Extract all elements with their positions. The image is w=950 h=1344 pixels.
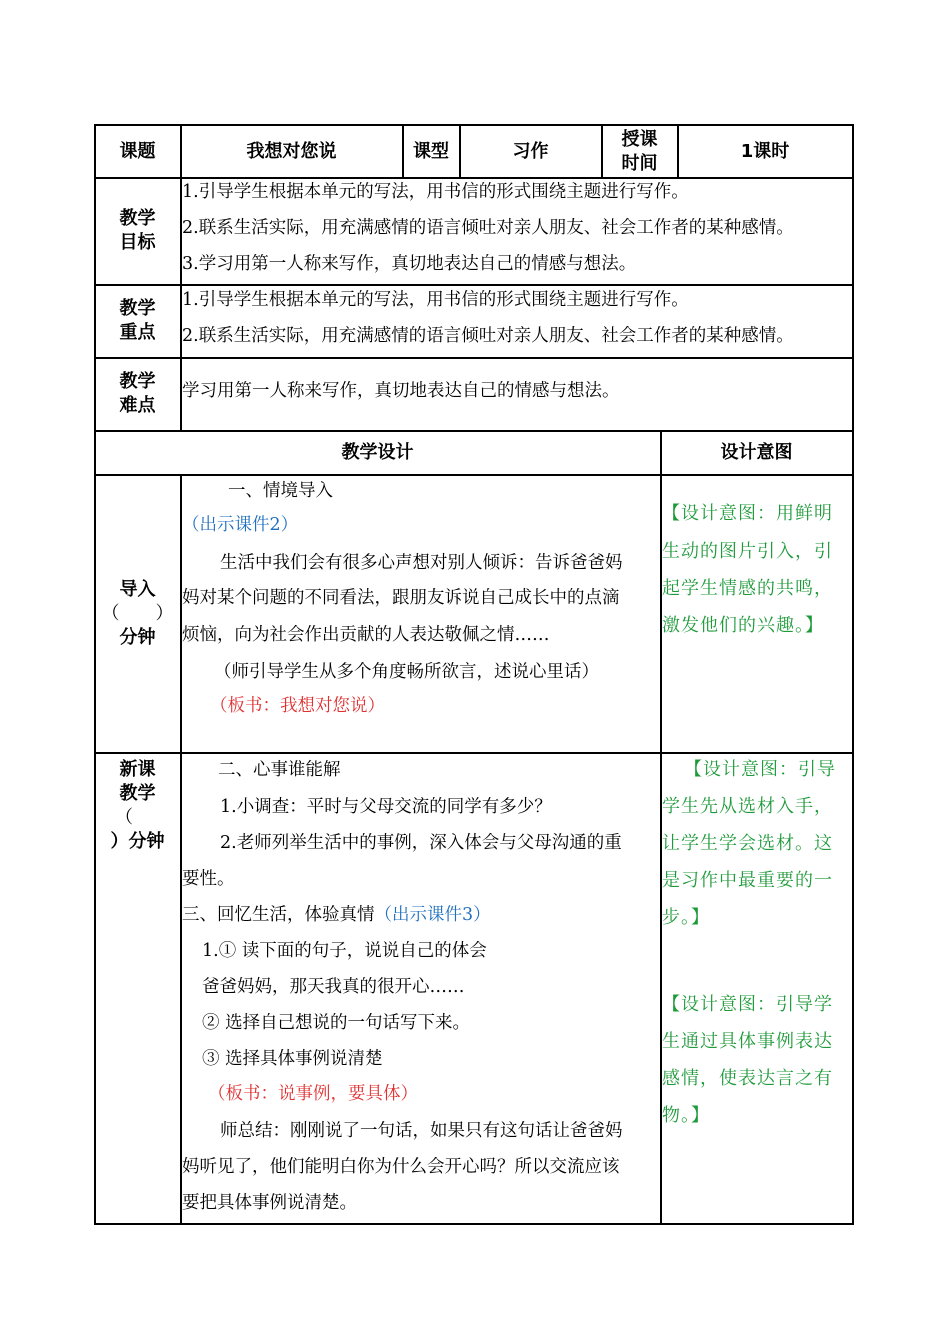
intro-label: 导入 （ ） 分钟 [101,578,174,648]
lesson-board: （板书：说事例，要具体） [208,1084,418,1104]
lesson-intent-line: 步。】 [662,907,710,928]
time-value: 1课时 [740,140,790,162]
intro-paragraph-line: 生活中我们会有很多心声想对别人倾诉：告诉爸爸妈 [220,553,623,573]
lesson-line: 爸爸妈妈，那天我真的很开心…… [202,977,465,997]
objectives-label: 教学 目标 [119,208,156,253]
subject-value: 我想对您说 [246,140,337,162]
lesson-intent-line: 【设计意图：引导学 [662,994,833,1015]
lesson-line: ③ 选择具体事例说清楚 [202,1049,383,1069]
intro-intent-line: 【设计意图：用鲜明 [662,503,833,524]
newlesson-label: 新课 教学 （ ）分钟 [110,759,165,852]
subject-label: 课题 [119,140,156,162]
intro-intent-line: 激发他们的兴趣。】 [662,615,824,636]
lesson-line: 师总结：刚刚说了一句话，如果只有这句话让爸爸妈 [220,1121,623,1141]
lesson-heading: 二、心事谁能解 [218,760,341,780]
lesson-intent-line: 学生先从选材入手， [662,796,833,817]
lesson-line: 要性。 [182,869,235,889]
lesson-intent-line: 物。】 [662,1105,710,1126]
intro-courseware: （出示课件2） [182,515,299,535]
difficulties-label: 教学 难点 [119,371,156,416]
lesson-line: ② 选择自己想说的一句话写下来。 [202,1013,471,1033]
design-heading: 教学设计 [341,441,414,463]
type-label: 课型 [413,140,449,162]
intent-heading: 设计意图 [720,441,793,463]
objective-item: 2.联系生活实际，用充满感情的语言倾吐对亲人朋友、社会工作者的某种感情。 [182,218,794,238]
keypoints-label: 教学 重点 [119,298,156,343]
lesson-line: 要把具体事例说清楚。 [182,1193,357,1213]
difficulties-text: 学习用第一人称来写作，真切地表达自己的情感与想法。 [182,381,620,401]
intro-intent-line: 生动的图片引入，引 [662,541,833,562]
lesson-intent-line: 感情，使表达言之有 [662,1068,833,1089]
lesson-intent-line: 是习作中最重要的一 [662,870,833,891]
type-value: 习作 [512,140,549,162]
keypoint-item: 2.联系生活实际，用充满感情的语言倾吐对亲人朋友、社会工作者的某种感情。 [182,326,794,346]
objective-item: 3.学习用第一人称来写作，真切地表达自己的情感与想法。 [182,254,637,274]
lesson-intent-line: 生通过具体事例表达 [662,1031,833,1052]
intro-paragraph-line: 烦恼，向为社会作出贡献的人表达敬佩之情…… [182,625,550,645]
lesson-line: 1.小调查：平时与父母交流的同学有多少？ [220,797,552,817]
objective-item: 1.引导学生根据本单元的写法，用书信的形式围绕主题进行写作。 [182,182,689,202]
lesson-line: 1.① 读下面的句子，说说自己的体会 [202,941,487,961]
intro-intent-line: 起学生情感的共鸣， [662,578,833,599]
intro-board: （板书：我想对您说） [210,696,385,716]
intro-note: （师引导学生从多个角度畅所欲言，述说心里话） [214,662,599,682]
lesson-intent-line: 让学生学会选材。这 [662,833,833,854]
intro-paragraph-line: 妈对某个问题的不同看法，跟朋友诉说自己成长中的点滴 [182,588,620,608]
keypoint-item: 1.引导学生根据本单元的写法，用书信的形式围绕主题进行写作。 [182,290,689,310]
lesson-line: 2.老师列举生活中的事例，深入体会与父母沟通的重 [220,833,622,853]
lesson-heading: 三、回忆生活，体验真情（出示课件3） [182,905,491,925]
time-label: 授课 时间 [621,128,658,174]
lesson-intent-line: 【设计意图：引导 [684,759,836,780]
lesson-line: 妈听见了，他们能明白你为什么会开心吗？所以交流应该 [182,1157,620,1177]
intro-heading: 一、情境导入 [228,481,333,501]
